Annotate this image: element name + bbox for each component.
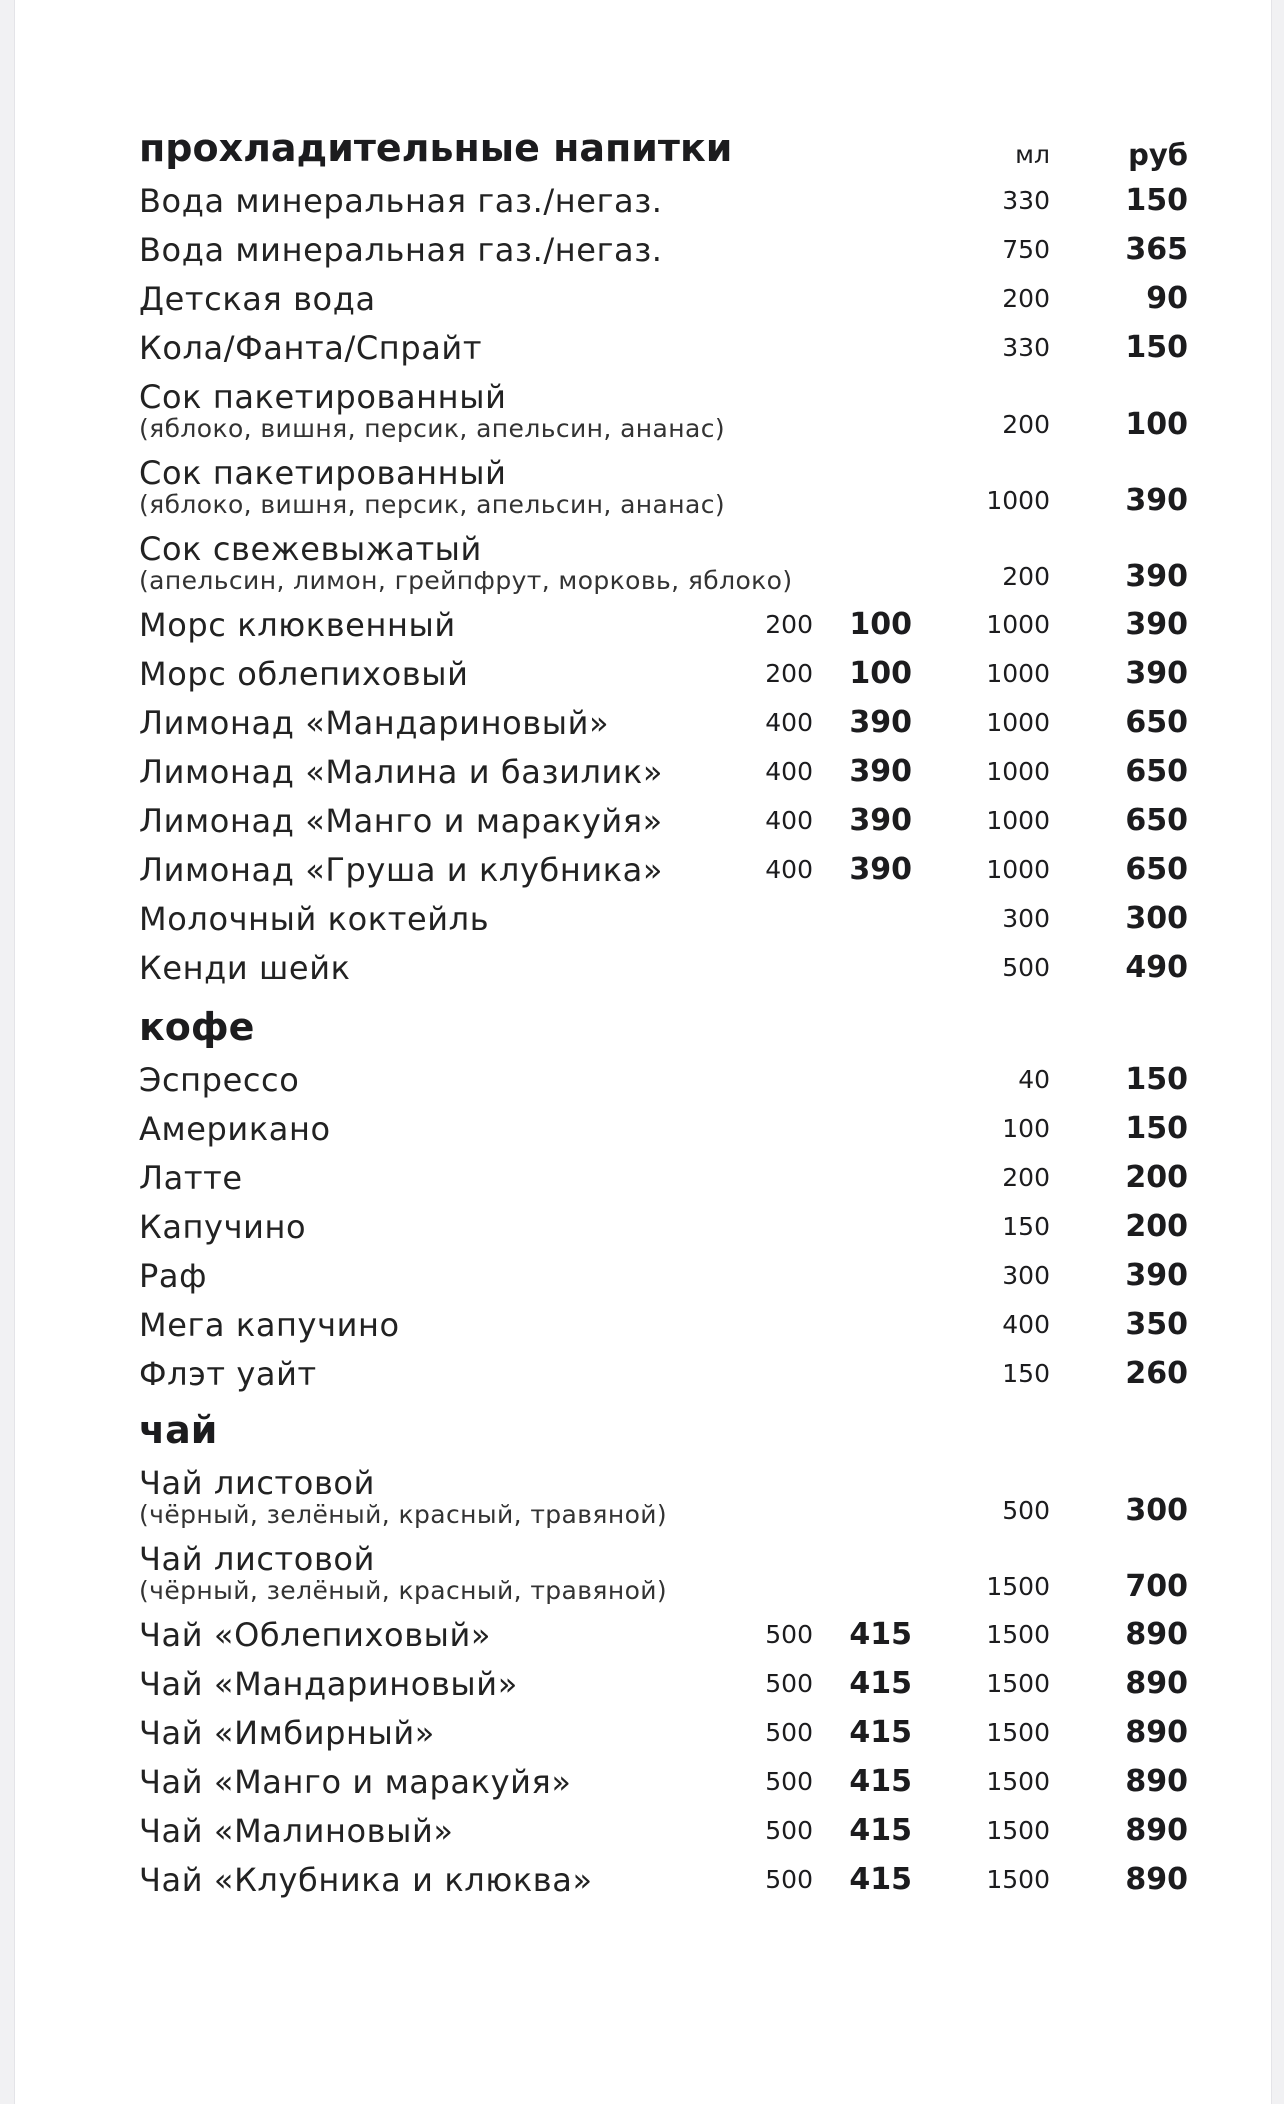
item-small-volume: 500 (765, 1816, 813, 1845)
item-volume: 150 (1002, 1359, 1050, 1388)
item-small-volume: 200 (765, 610, 813, 639)
item-price: 150 (1125, 330, 1188, 365)
menu-item (0, 899, 1284, 939)
menu-item (0, 1060, 1284, 1100)
menu-item (0, 1762, 1284, 1802)
item-price: 890 (1125, 1715, 1188, 1750)
menu-item (0, 279, 1284, 319)
item-volume: 400 (1002, 1310, 1050, 1339)
item-price: 890 (1125, 1764, 1188, 1799)
menu-item (0, 605, 1284, 645)
item-name: Чай «Клубника и клюква» (139, 1861, 593, 1899)
item-name: Чай «Мандариновый» (139, 1665, 518, 1703)
item-volume: 40 (1018, 1065, 1050, 1094)
item-name: Детская вода (139, 280, 376, 318)
menu-item (0, 1109, 1284, 1149)
menu-item (0, 529, 1284, 595)
item-volume: 200 (1002, 562, 1050, 591)
item-small-volume: 200 (765, 659, 813, 688)
item-name: Флэт уайт (139, 1355, 317, 1393)
menu-item (0, 1207, 1284, 1247)
item-name: Сок пакетированный (139, 378, 507, 416)
item-small-volume: 500 (765, 1718, 813, 1747)
item-price: 650 (1125, 852, 1188, 887)
item-name: Вода минеральная газ./негаз. (139, 182, 663, 220)
item-name: Кенди шейк (139, 949, 351, 987)
item-name: Чай «Малиновый» (139, 1812, 454, 1850)
item-name: Чай «Облепиховый» (139, 1616, 492, 1654)
item-price: 90 (1146, 281, 1188, 316)
item-price: 700 (1125, 1569, 1188, 1604)
item-volume: 1500 (986, 1816, 1050, 1845)
item-small-price: 415 (849, 1715, 912, 1750)
menu-item (0, 377, 1284, 443)
menu-item (0, 1615, 1284, 1655)
item-volume: 200 (1002, 284, 1050, 313)
menu-item (0, 1158, 1284, 1198)
menu-item (0, 801, 1284, 841)
item-volume: 200 (1002, 410, 1050, 439)
item-volume: 1500 (986, 1572, 1050, 1601)
item-small-volume: 500 (765, 1767, 813, 1796)
item-price: 150 (1125, 1111, 1188, 1146)
item-small-volume: 500 (765, 1620, 813, 1649)
item-name: Капучино (139, 1208, 307, 1246)
menu-item (0, 1256, 1284, 1296)
item-name: Лимонад «Груша и клубника» (139, 851, 664, 889)
item-price: 260 (1125, 1356, 1188, 1391)
item-name: Лимонад «Манго и маракуйя» (139, 802, 663, 840)
item-price: 650 (1125, 803, 1188, 838)
item-name: Вода минеральная газ./негаз. (139, 231, 663, 269)
item-name: Молочный коктейль (139, 900, 490, 938)
menu-item (0, 1463, 1284, 1529)
menu-item (0, 850, 1284, 890)
item-volume: 1000 (986, 659, 1050, 688)
item-price: 300 (1125, 901, 1188, 936)
item-name: Морс клюквенный (139, 606, 456, 644)
menu-item (0, 1664, 1284, 1704)
item-name: Чай листовой (139, 1464, 376, 1502)
item-small-volume: 400 (765, 708, 813, 737)
item-name: Лимонад «Малина и базилик» (139, 753, 664, 791)
item-volume: 1000 (986, 708, 1050, 737)
menu-item (0, 1860, 1284, 1900)
item-small-volume: 500 (765, 1669, 813, 1698)
item-note: (чёрный, зелёный, красный, травяной) (139, 1576, 668, 1605)
column-header-rub: руб (1128, 138, 1188, 172)
item-small-price: 415 (849, 1764, 912, 1799)
item-volume: 1000 (986, 486, 1050, 515)
item-price: 890 (1125, 1666, 1188, 1701)
item-price: 300 (1125, 1493, 1188, 1528)
section-title: чай (139, 1408, 218, 1452)
item-price: 390 (1125, 483, 1188, 518)
item-note: (апельсин, лимон, грейпфрут, морковь, яблоко) (139, 566, 793, 595)
item-small-volume: 400 (765, 757, 813, 786)
item-name: Чай «Имбирный» (139, 1714, 435, 1752)
menu-item (0, 703, 1284, 743)
menu-item (0, 1539, 1284, 1605)
item-volume: 100 (1002, 1114, 1050, 1143)
item-name: Раф (139, 1257, 208, 1295)
item-volume: 330 (1002, 333, 1050, 362)
item-price: 390 (1125, 559, 1188, 594)
item-price: 390 (1125, 607, 1188, 642)
item-price: 390 (1125, 1258, 1188, 1293)
item-name: Чай листовой (139, 1540, 376, 1578)
item-name: Латте (139, 1159, 243, 1197)
item-note: (яблоко, вишня, персик, апельсин, ананас) (139, 490, 726, 519)
item-price: 890 (1125, 1862, 1188, 1897)
item-price: 200 (1125, 1160, 1188, 1195)
item-volume: 200 (1002, 1163, 1050, 1192)
item-name: Кола/Фанта/Спрайт (139, 329, 483, 367)
item-small-price: 100 (849, 656, 912, 691)
item-small-volume: 400 (765, 855, 813, 884)
item-volume: 1500 (986, 1865, 1050, 1894)
item-note: (чёрный, зелёный, красный, травяной) (139, 1500, 668, 1529)
item-price: 650 (1125, 754, 1188, 789)
item-volume: 330 (1002, 186, 1050, 215)
item-volume: 1500 (986, 1620, 1050, 1649)
menu-item (0, 948, 1284, 988)
item-price: 390 (1125, 656, 1188, 691)
item-name: Чай «Манго и маракуйя» (139, 1763, 572, 1801)
item-price: 890 (1125, 1617, 1188, 1652)
menu-item (0, 752, 1284, 792)
item-small-price: 390 (849, 754, 912, 789)
item-small-price: 415 (849, 1862, 912, 1897)
item-volume: 1000 (986, 757, 1050, 786)
item-volume: 300 (1002, 904, 1050, 933)
column-header-ml: мл (1015, 140, 1050, 169)
menu-item (0, 1354, 1284, 1394)
item-price: 490 (1125, 950, 1188, 985)
item-price: 150 (1125, 1062, 1188, 1097)
item-small-price: 100 (849, 607, 912, 642)
item-volume: 150 (1002, 1212, 1050, 1241)
item-volume: 1000 (986, 806, 1050, 835)
item-small-price: 415 (849, 1617, 912, 1652)
menu-item (0, 181, 1284, 221)
item-volume: 1000 (986, 855, 1050, 884)
item-small-price: 390 (849, 705, 912, 740)
item-price: 200 (1125, 1209, 1188, 1244)
item-small-price: 390 (849, 803, 912, 838)
item-name: Сок пакетированный (139, 454, 507, 492)
item-small-price: 415 (849, 1666, 912, 1701)
item-volume: 1500 (986, 1767, 1050, 1796)
item-volume: 1500 (986, 1669, 1050, 1698)
item-note: (яблоко, вишня, персик, апельсин, ананас) (139, 414, 726, 443)
item-name: Сок свежевыжатый (139, 530, 482, 568)
section-title: кофе (139, 1005, 255, 1049)
item-volume: 1000 (986, 610, 1050, 639)
item-small-volume: 400 (765, 806, 813, 835)
item-price: 100 (1125, 407, 1188, 442)
item-price: 650 (1125, 705, 1188, 740)
item-volume: 500 (1002, 1496, 1050, 1525)
section-title: прохладительные напитки (139, 126, 733, 170)
menu-item (0, 328, 1284, 368)
item-name: Морс облепиховый (139, 655, 469, 693)
menu-item (0, 230, 1284, 270)
item-small-price: 390 (849, 852, 912, 887)
item-name: Мега капучино (139, 1306, 400, 1344)
item-name: Американо (139, 1110, 331, 1148)
menu-item (0, 1305, 1284, 1345)
menu-item (0, 453, 1284, 519)
item-volume: 300 (1002, 1261, 1050, 1290)
item-small-price: 415 (849, 1813, 912, 1848)
item-price: 365 (1125, 232, 1188, 267)
item-price: 150 (1125, 183, 1188, 218)
menu-item (0, 1811, 1284, 1851)
menu-item (0, 1713, 1284, 1753)
item-volume: 500 (1002, 953, 1050, 982)
item-name: Эспрессо (139, 1061, 300, 1099)
menu-item (0, 654, 1284, 694)
item-name: Лимонад «Мандариновый» (139, 704, 610, 742)
item-price: 350 (1125, 1307, 1188, 1342)
item-volume: 750 (1002, 235, 1050, 264)
item-price: 890 (1125, 1813, 1188, 1848)
item-small-volume: 500 (765, 1865, 813, 1894)
item-volume: 1500 (986, 1718, 1050, 1747)
